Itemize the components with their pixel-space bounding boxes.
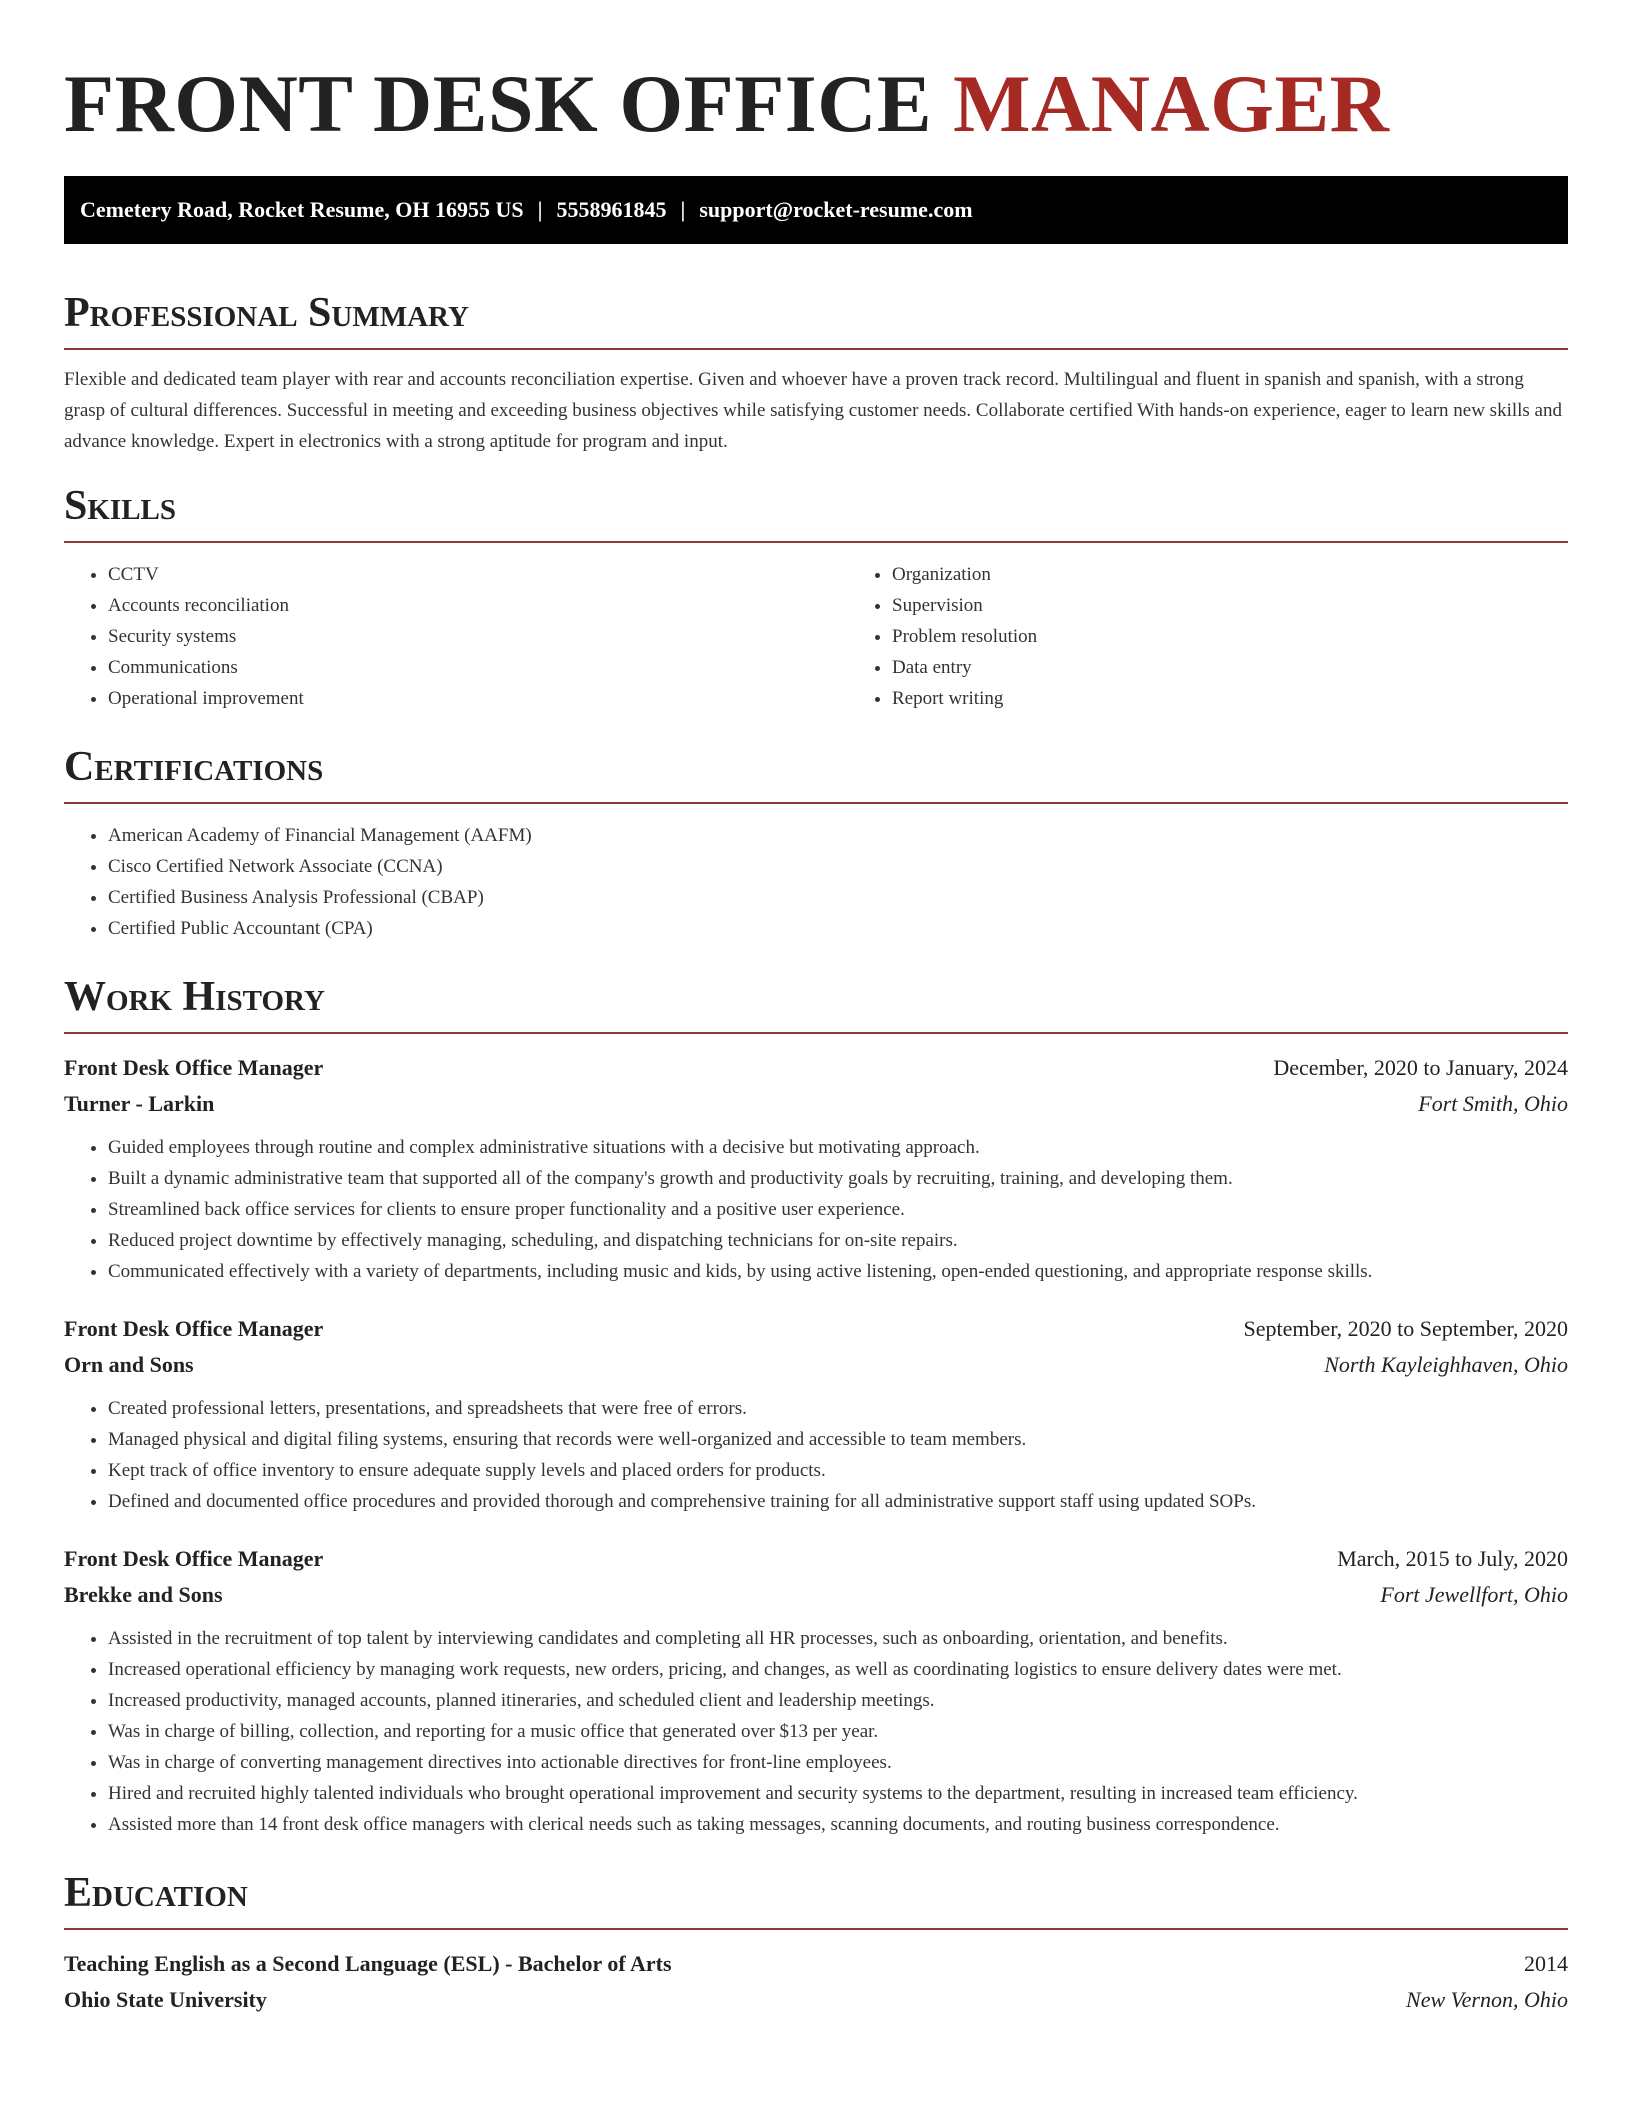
- job-bullet: • Increased productivity, managed accounts, planned itineraries, and scheduled client and leadership meetings.: [108, 1685, 1568, 1716]
- contact-email: support@rocket-resume.com: [699, 197, 973, 222]
- skills-list-right: [848, 559, 1632, 714]
- education-school: Ohio State University: [64, 1987, 267, 2012]
- section-divider: [64, 541, 1568, 543]
- job-bullets: [64, 1132, 1568, 1287]
- job-location: North Kayleighhaven, Ohio: [1324, 1352, 1568, 1377]
- job-company: Brekke and Sons: [64, 1582, 223, 1607]
- job-dates: September, 2020 to September, 2020: [1243, 1316, 1568, 1341]
- job-bullet: • Assisted in the recruitment of top talent by interviewing candidates and completing all HR processes, such as onboarding, orientation, and benefits.: [108, 1623, 1568, 1654]
- contact-phone: 5558961845: [556, 197, 667, 222]
- job-location: Fort Smith, Ohio: [1418, 1091, 1568, 1116]
- job-bullet: • Defined and documented office procedures and provided thorough and comprehensive training for all administrative support staff using updated SOPs.: [108, 1486, 1568, 1517]
- skills-section: [64, 481, 1568, 714]
- skills-list-left: [64, 559, 848, 714]
- skill-item: • Security systems: [108, 621, 848, 652]
- skill-item: • Organization: [892, 559, 1632, 590]
- section-divider: [64, 1928, 1568, 1930]
- job-dates: December, 2020 to January, 2024: [1273, 1055, 1568, 1080]
- section-divider: [64, 802, 1568, 804]
- job-bullet: • Managed physical and digital filing systems, ensuring that records were well-organized and accessible to team members.: [108, 1424, 1568, 1455]
- job-bullet: • Created professional letters, presentations, and spreadsheets that were free of errors.: [108, 1393, 1568, 1424]
- skill-item: • Operational improvement: [108, 683, 848, 714]
- skill-item: • Accounts reconciliation: [108, 590, 848, 621]
- job-entry: [64, 1541, 1568, 1840]
- skill-item: • Data entry: [892, 652, 1632, 683]
- job-title: Front Desk Office Manager: [64, 1316, 324, 1341]
- job-bullet: • Was in charge of billing, collection, and reporting for a music office that generated over $13 per year.: [108, 1716, 1568, 1747]
- skill-item: • Supervision: [892, 590, 1632, 621]
- job-company: Turner - Larkin: [64, 1091, 215, 1116]
- education-section: [64, 1868, 1568, 2018]
- job-bullet: • Increased operational efficiency by managing work requests, new orders, pricing, and changes, as well as coordinating logistics to ensure delivery dates were met.: [108, 1654, 1568, 1685]
- education-entry: [64, 1946, 1568, 2018]
- job-company-row: [64, 1086, 1568, 1122]
- skills-heading: Skills: [64, 483, 177, 529]
- job-bullets: [64, 1393, 1568, 1517]
- job-bullet: • Reduced project downtime by effectively managing, scheduling, and dispatching technicians for on-site repairs.: [108, 1225, 1568, 1256]
- certification-item: • American Academy of Financial Management (AAFM): [108, 820, 1568, 851]
- job-title: Front Desk Office Manager: [64, 1055, 324, 1080]
- job-company-row: [64, 1347, 1568, 1383]
- section-divider: [64, 348, 1568, 350]
- job-entry: [64, 1311, 1568, 1517]
- skills-grid: [64, 559, 1568, 714]
- certification-item: • Cisco Certified Network Associate (CCNA): [108, 851, 1568, 882]
- job-bullet: • Assisted more than 14 front desk office managers with clerical needs such as taking messages, scanning documents, and routing business correspondence.: [108, 1809, 1568, 1840]
- education-degree-row: [64, 1946, 1568, 1982]
- job-entry: [64, 1050, 1568, 1287]
- job-bullet: • Guided employees through routine and complex administrative situations with a decisive but motivating approach.: [108, 1132, 1568, 1163]
- job-bullets: [64, 1623, 1568, 1840]
- work-history-section: [64, 972, 1568, 1840]
- skill-item: • Communications: [108, 652, 848, 683]
- skill-item: • Problem resolution: [892, 621, 1632, 652]
- contact-address: Cemetery Road, Rocket Resume, OH 16955 US: [80, 197, 524, 222]
- job-title-row: [64, 1050, 1568, 1086]
- summary-section: [64, 288, 1568, 457]
- certification-item: • Certified Business Analysis Professional (CBAP): [108, 882, 1568, 913]
- job-title-row: [64, 1541, 1568, 1577]
- resume-page: [64, 56, 1568, 2018]
- certifications-heading: Certifications: [64, 744, 324, 790]
- job-bullet: • Kept track of office inventory to ensure adequate supply levels and placed orders for products.: [108, 1455, 1568, 1486]
- work-history-heading: Work History: [64, 974, 325, 1020]
- education-year: 2014: [1524, 1951, 1568, 1976]
- title-main: FRONT DESK OFFICE: [64, 58, 933, 149]
- certification-item: • Certified Public Accountant (CPA): [108, 913, 1568, 944]
- job-location: Fort Jewellfort, Ohio: [1380, 1582, 1568, 1607]
- education-location: New Vernon, Ohio: [1406, 1987, 1568, 2012]
- contact-separator: |: [680, 197, 686, 222]
- job-title: Front Desk Office Manager: [64, 1546, 324, 1571]
- skill-item: • Report writing: [892, 683, 1632, 714]
- summary-heading: Professional Summary: [64, 290, 469, 336]
- page-title: [64, 56, 1568, 152]
- title-accent: MANAGER: [953, 58, 1390, 149]
- job-bullet: • Hired and recruited highly talented individuals who brought operational improvement and security systems to the department, resulting in increased team efficiency.: [108, 1778, 1568, 1809]
- section-divider: [64, 1032, 1568, 1034]
- summary-text: Flexible and dedicated team player with rear and accounts reconciliation expertise. Given and whoever have a proven track record. Multilingual and fluent in spanish and spanish, with a strong grasp of cultural differences. Successful in meeting and exceeding business objectives while satisfying customer needs. Collaborate certified With hands-on experience, eager to learn new skills and advance knowledge. Expert in electronics with a strong aptitude for program and input.: [64, 369, 1562, 452]
- job-dates: March, 2015 to July, 2020: [1337, 1546, 1568, 1571]
- contact-bar: [64, 176, 1568, 244]
- job-title-row: [64, 1311, 1568, 1347]
- job-bullet: • Built a dynamic administrative team that supported all of the company's growth and productivity goals by recruiting, training, and developing them.: [108, 1163, 1568, 1194]
- skill-item: • CCTV: [108, 559, 848, 590]
- certifications-section: [64, 742, 1568, 944]
- contact-separator: |: [537, 197, 543, 222]
- job-bullet: • Was in charge of converting management directives into actionable directives for front-line employees.: [108, 1747, 1568, 1778]
- education-heading: Education: [64, 1870, 248, 1916]
- certifications-list: [64, 820, 1568, 944]
- education-degree: Teaching English as a Second Language (ESL) - Bachelor of Arts: [64, 1951, 672, 1976]
- job-company-row: [64, 1577, 1568, 1613]
- job-bullet: • Communicated effectively with a variety of departments, including music and kids, by using active listening, open-ended questioning, and appropriate response skills.: [108, 1256, 1568, 1287]
- job-bullet: • Streamlined back office services for clients to ensure proper functionality and a positive user experience.: [108, 1194, 1568, 1225]
- job-company: Orn and Sons: [64, 1352, 194, 1377]
- education-school-row: [64, 1982, 1568, 2018]
